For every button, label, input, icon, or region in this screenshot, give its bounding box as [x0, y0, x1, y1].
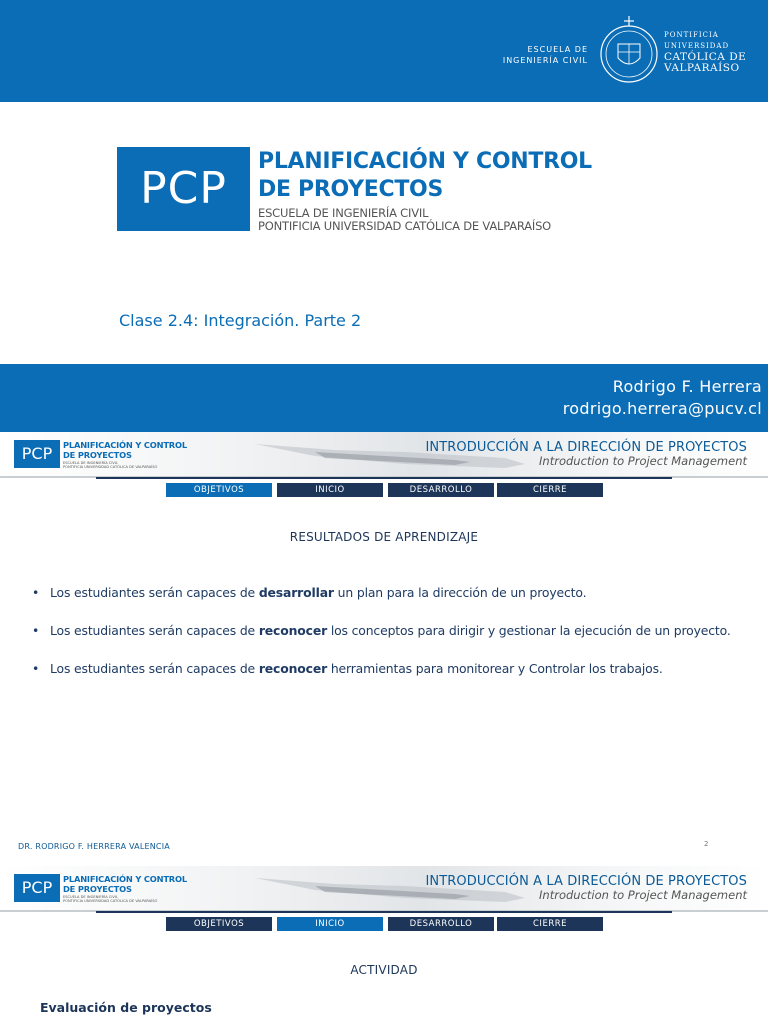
author-email[interactable]: rodrigo.herrera@pucv.cl [562, 399, 762, 418]
pcp-logo-subtitle [258, 207, 551, 233]
university-line-1: PONTIFICIA [664, 31, 719, 39]
university-seal-icon [598, 14, 660, 84]
activity-slide [0, 866, 768, 1024]
header-logo-box: PCP [14, 440, 60, 468]
learning-outcomes-slide [0, 432, 768, 866]
nav-desarrollo[interactable]: DESARROLLO [388, 917, 494, 931]
course-title: INTRODUCCIÓN A LA DIRECCIÓN DE PROYECTOS [425, 440, 747, 455]
header-logo-sub-1: ESCUELA DE INGENIERÍA CIVIL [63, 895, 118, 899]
section-heading: RESULTADOS DE APRENDIZAJE [289, 530, 479, 544]
school-line-2: INGENIERÍA CIVIL [502, 56, 588, 65]
header-logo-title-1: PLANIFICACIÓN Y CONTROL [63, 440, 187, 450]
pcp-title-line-1: PLANIFICACIÓN Y CONTROL [258, 149, 592, 174]
evaluation-title: Evaluación de proyectos [40, 1000, 212, 1015]
course-title: INTRODUCCIÓN A LA DIRECCIÓN DE PROYECTOS [425, 874, 747, 889]
university-name [664, 30, 746, 74]
school-name [503, 44, 588, 66]
pcp-sub-line-2: PONTIFICIA UNIVERSIDAD CATÓLICA DE VALPARAÍSO [258, 219, 552, 233]
header-logo-sub-2: PONTIFICIA UNIVERSIDAD CATÓLICA DE VALPARAÍSO [63, 899, 158, 903]
list-item: • Los estudiantes serán capaces de desarrollar un plan para la dirección de un proyecto. [32, 585, 587, 600]
nav-inicio[interactable]: INICIO [277, 917, 383, 931]
outcomes-list [32, 584, 736, 698]
author-name: Rodrigo F. Herrera [612, 377, 762, 396]
university-line-4: VALPARAÍSO [664, 62, 740, 74]
header-logo-subtitle [63, 461, 157, 469]
section-heading: ACTIVIDAD [350, 963, 418, 977]
list-item: • Los estudiantes serán capaces de reconocer los conceptos para dirigir y gestionar la ejecución de un proyecto. [32, 623, 731, 638]
header-logo-title [63, 874, 187, 894]
nav-cierre[interactable]: CIERRE [497, 483, 603, 497]
course-subtitle: Introduction to Project Management [539, 888, 747, 902]
footer-author: DR. RODRIGO F. HERRERA VALENCIA [18, 842, 170, 851]
nav-objetivos[interactable]: OBJETIVOS [166, 917, 272, 931]
header-logo-title-2: DE PROYECTOS [63, 884, 132, 894]
page-number: 2 [704, 840, 709, 848]
university-line-3: CATÓLICA DE [664, 51, 747, 63]
pcp-sub-line-1: ESCUELA DE INGENIERÍA CIVIL [258, 206, 429, 220]
header-logo-box: PCP [14, 874, 60, 902]
cover-slide [0, 0, 768, 432]
class-title: Clase 2.4: Integración. Parte 2 [119, 311, 362, 330]
author-block [563, 376, 762, 420]
nav-objetivos[interactable]: OBJETIVOS [166, 483, 272, 497]
header-logo-sub-2: PONTIFICIA UNIVERSIDAD CATÓLICA DE VALPARAÍSO [63, 465, 158, 469]
section-nav [96, 911, 672, 933]
header-logo-title [63, 440, 187, 460]
header-logo-title-1: PLANIFICACIÓN Y CONTROL [63, 874, 187, 884]
list-item: • Los estudiantes serán capaces de reconocer herramientas para monitorear y Controlar los trabajos. [32, 661, 663, 676]
pcp-title-line-2: DE PROYECTOS [258, 177, 443, 202]
university-line-2: UNIVERSIDAD [664, 42, 730, 50]
course-subtitle: Introduction to Project Management [539, 454, 747, 468]
header-logo-title-2: DE PROYECTOS [63, 450, 132, 460]
pcp-logo-title [258, 148, 592, 204]
nav-inicio[interactable]: INICIO [277, 483, 383, 497]
header-logo-sub-1: ESCUELA DE INGENIERÍA CIVIL [63, 461, 118, 465]
header-logo-subtitle [63, 895, 157, 903]
nav-desarrollo[interactable]: DESARROLLO [388, 483, 494, 497]
section-nav [96, 477, 672, 499]
pcp-logo-box: PCP [117, 147, 250, 231]
school-line-1: ESCUELA DE [527, 45, 588, 54]
nav-cierre[interactable]: CIERRE [497, 917, 603, 931]
